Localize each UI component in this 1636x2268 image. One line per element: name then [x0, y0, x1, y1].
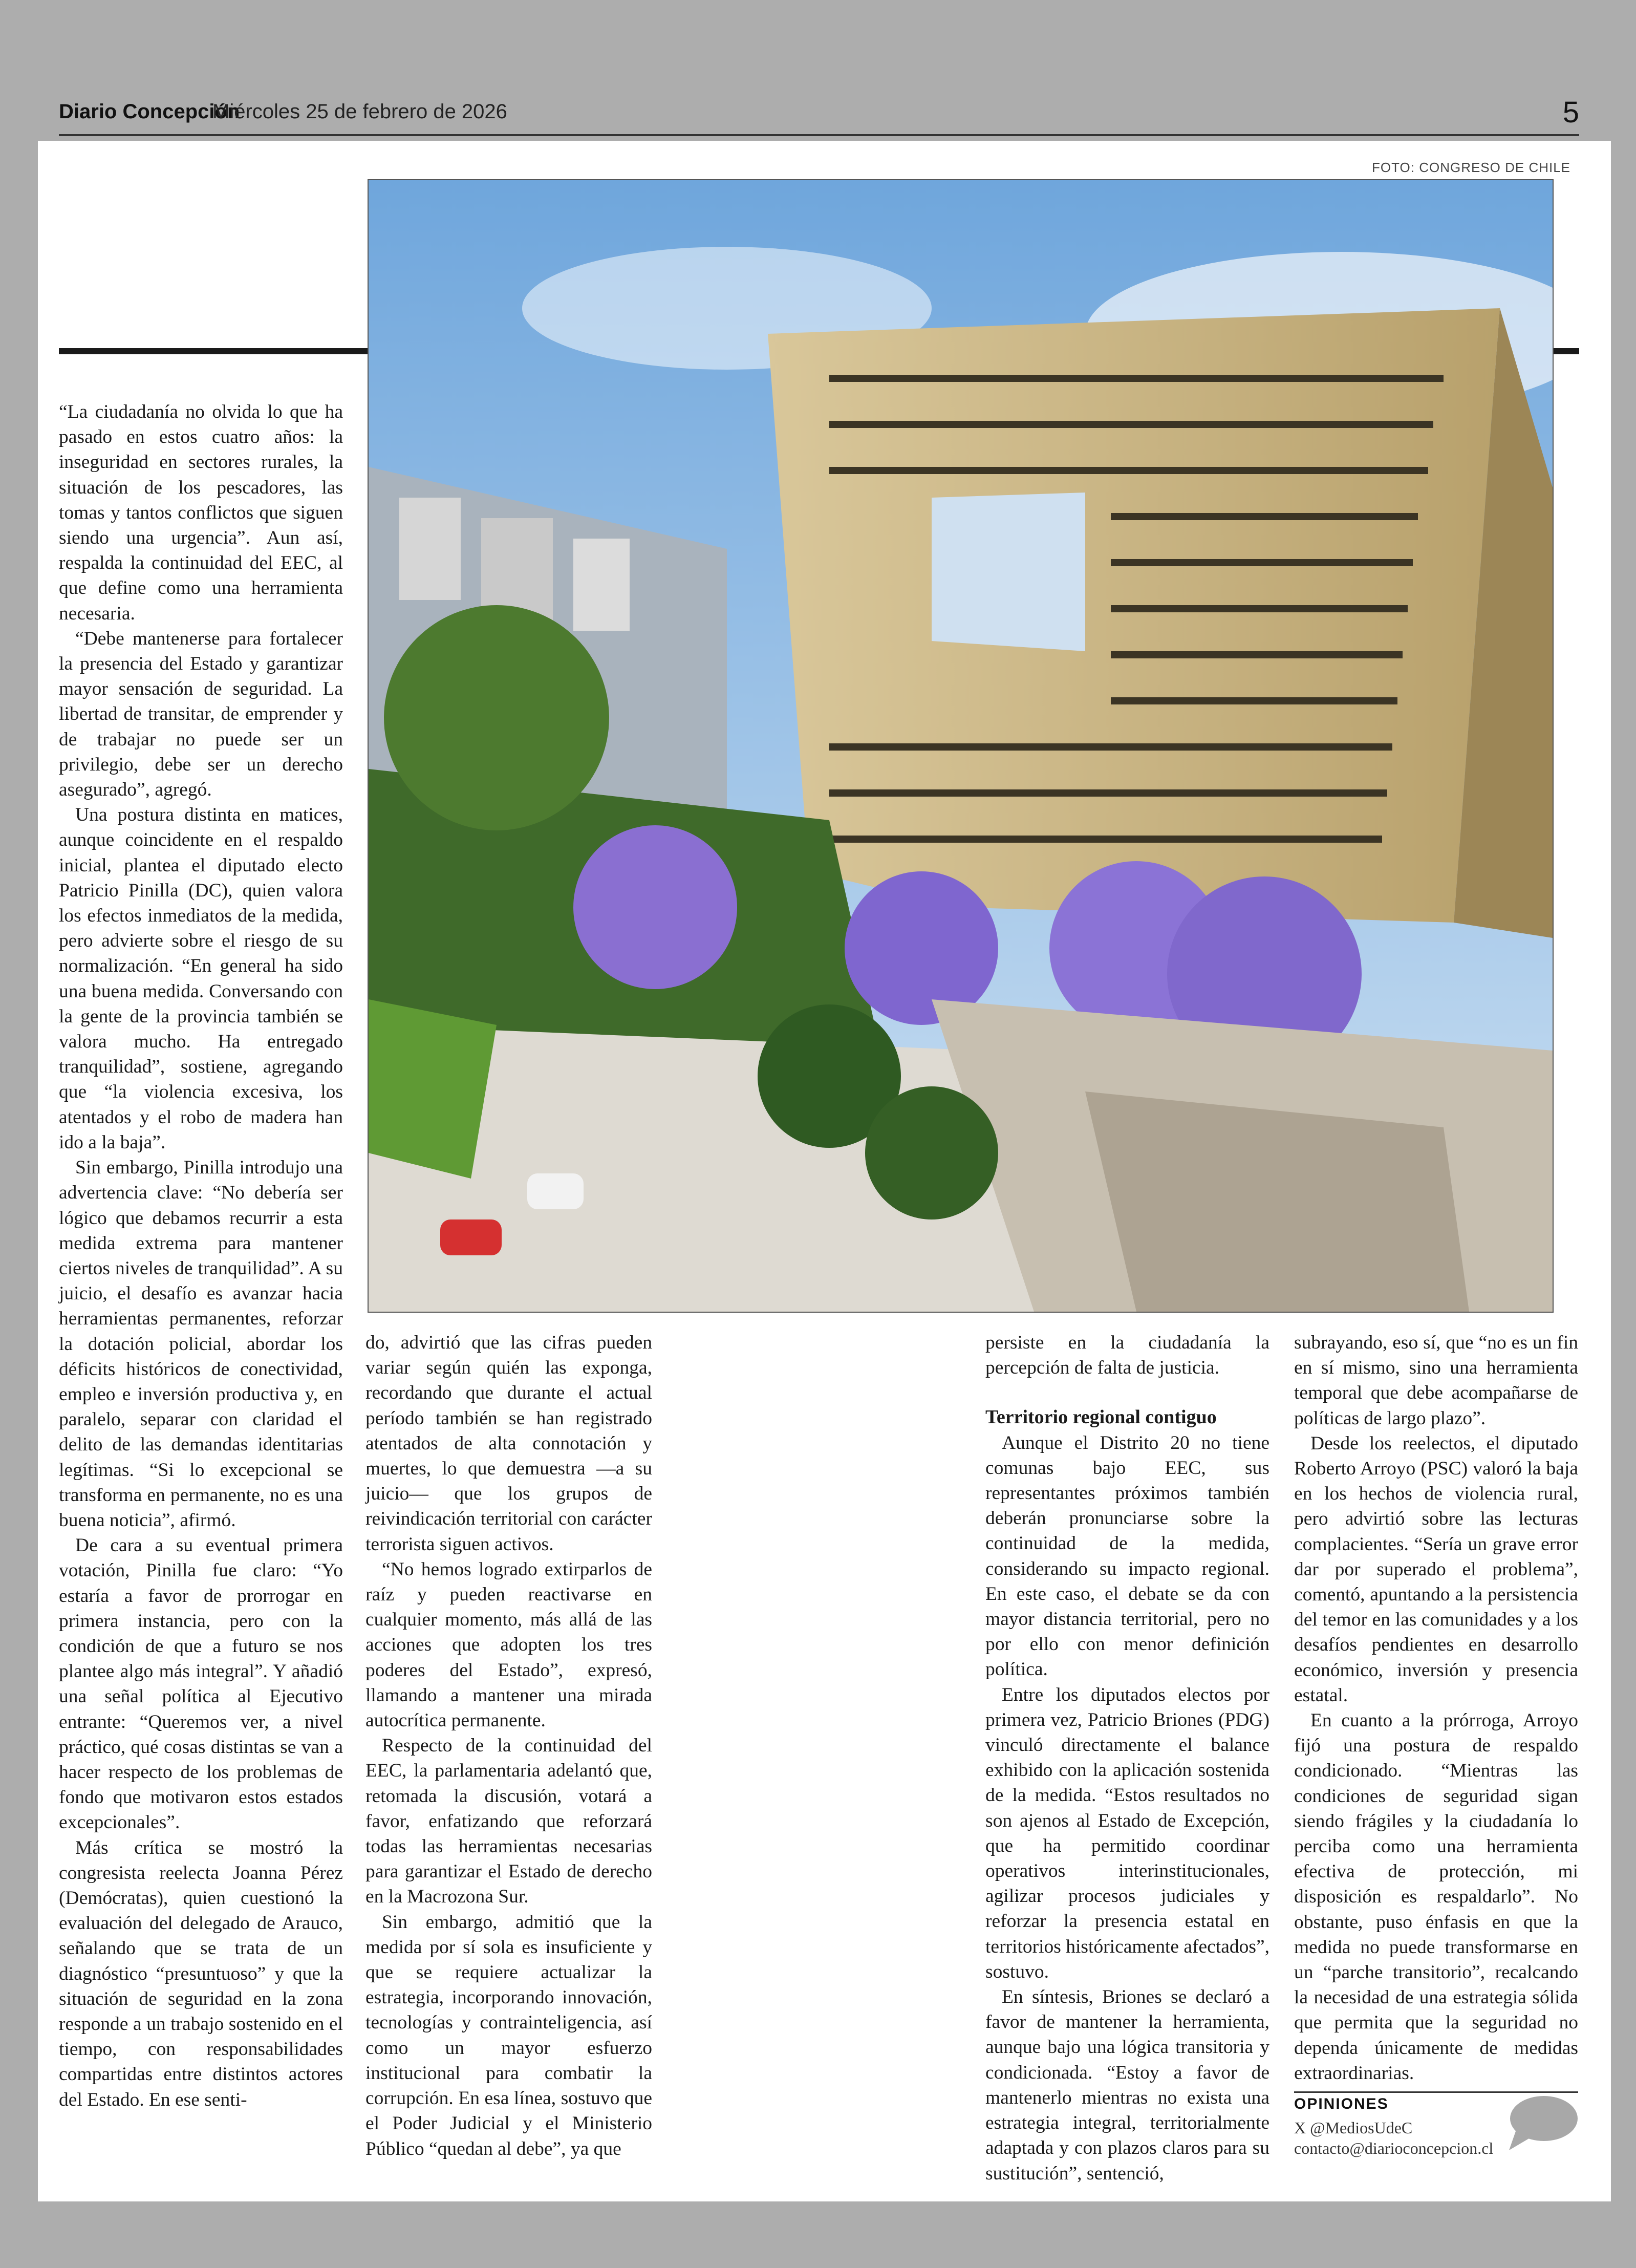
paragraph: Respecto de la continuidad del EEC, la parlamentaria adelantó que, retomada la discusión, votará a favor, enfatizando que reforzará todas las herramientas necesarias para garantizar el Estado de derecho en la Macrozona Sur.: [365, 1735, 652, 1908]
congress-building-photo: [368, 179, 1554, 1313]
paragraph: do, advirtió que las cifras pueden variar según quién las exponga, recordando que durante el actual período también se han registrado atentados de alta connotación y muertes, lo que demuestra —a su juicio— que los grupos de reivindicación territorial con carácter terrorista siguen activos.: [365, 1332, 652, 1555]
paragraph: Sin embargo, admitió que la medida por sí sola es insuficiente y que se requiere actualizar la estrategia, incorporando innovación, tecnologías y contrainteligencia, así como un mayor esfuerzo institucional para combatir la corrupción. En esa línea, sostuvo que el Poder Judicial y el Ministerio Público “quedan al debe”, ya que: [365, 1911, 652, 2159]
paragraph: subrayando, eso sí, que “no es un fin en sí mismo, sino una herramienta temporal que debe acompañarse de políticas de largo plazo”.: [1294, 1332, 1578, 1429]
paragraph: “La ciudadanía no olvida lo que ha pasado en estos cuatro años: la inseguridad en sectores rurales, la situación de los pescadores, las tomas y tantos conflictos que siguen siendo una urgencia”. Aun así, respalda la continuidad del EEC, al que define como una herramienta necesaria.: [59, 401, 343, 624]
paragraph: “No hemos logrado extirparlos de raíz y pueden reactivarse en cualquier momento, más allá de las acciones que adopten los tres poderes del Estado”, expresó, llamando a mantener una mirada autocrítica permanente.: [365, 1558, 652, 1731]
opinions-email-link[interactable]: contacto@diarioconcepcion.cl: [1294, 2139, 1494, 2157]
header-rule: [59, 134, 1579, 136]
speech-bubble-icon: [1505, 2094, 1579, 2155]
page-number: 5: [1562, 96, 1579, 129]
section-band-right: [1553, 348, 1579, 354]
page-header: [59, 96, 1579, 137]
article-column-3: [985, 1330, 1269, 2186]
opinions-rule: [1294, 2091, 1578, 2093]
paragraph: Sin embargo, Pinilla introdujo una advertencia clave: “No debería ser lógico que debamos recurrir a esta medida extrema para mantener ciertos niveles de tranquilidad”. A su juicio, el desafío es avanzar hacia herramientas permanentes, reforzar la dotación policial, abordar los déficits históricos de conectividad, empleo e inversión productiva y, en paralelo, separar con claridad el delito de las demandas identitarias legítimas. “Si lo excepcional se transforma en permanente, no es una buena noticia”, afirmó.: [59, 1157, 343, 1531]
section-subheading: Territorio regional contiguo: [985, 1406, 1217, 1428]
paragraph: En cuanto a la prórroga, Arroyo fijó una postura de respaldo condicionado. “Mientras las condiciones de seguridad sigan siendo frágiles y la ciudadanía lo perciba como una herramienta efectiva de protección, mi disposición es respaldarlo”. No obstante, puso énfasis en que la medida no puede transformarse en un “parche transitorio”, recalcando la necesidad de una estrategia sólida que permita que la seguridad no dependa únicamente de medidas extraordinarias.: [1294, 1710, 1578, 2084]
paragraph: persiste en la ciudadanía la percepción de falta de justicia.: [985, 1332, 1269, 1379]
paragraph: Desde los reelectos, el diputado Roberto Arroyo (PSC) valoró la baja en los hechos de violencia rural, pero advirtió sobre las lecturas complacientes. “Sería un grave error dar por superado el problema”, comentó, apuntando a la persistencia del temor en las comunidades y a los desafíos pendientes en desarrollo económico, inversión y presencia estatal.: [1294, 1432, 1578, 1706]
paragraph: Una postura distinta en matices, aunque coincidente en el respaldo inicial, plantea el diputado electo Patricio Pinilla (DC), quien valora los efectos inmediatos de la medida, pero advierte sobre el riesgo de su normalización. “En general ha sido una buena medida. Conversando con la gente de la provincia también se valora mucho. Ha entregado tranquilidad”, sostiene, agregando que “la violencia excesiva, los atentados y el robo de madera han ido a la baja”.: [59, 804, 343, 1153]
article-column-2: [365, 1330, 652, 2162]
section-band-left: [59, 348, 372, 354]
paragraph: Aunque el Distrito 20 no tiene comunas bajo EEC, sus representantes próximos también deberán pronunciarse sobre la continuidad de la medida, considerando su impacto regional. En este caso, el debate se da con mayor distancia territorial, pero no por ello con menor definición política.: [985, 1432, 1269, 1680]
newspaper-brand: Diario Concepción: [59, 100, 240, 123]
issue-date: Miércoles 25 de febrero de 2026: [212, 100, 507, 123]
opinions-title: OPINIONES: [1294, 2095, 1389, 2112]
paragraph: “Debe mantenerse para fortalecer la presencia del Estado y garantizar mayor sensación de seguridad. La libertad de transitar, de emprender y de trabajar no puede ser un privilegio, debe ser un derecho asegurado”, agregó.: [59, 628, 343, 801]
opinions-social-handle[interactable]: X @MediosUdeC: [1294, 2119, 1413, 2137]
paragraph: De cara a su eventual primera votación, Pinilla fue claro: “Yo estaría a favor de prorrogar en primera instancia, pero con la condición de que a futuro se nos plantee algo más integral”. Y añadió una señal política al Ejecutivo entrante: “Queremos ver, a nivel práctico, qué cosas distintas se van a hacer respecto de los problemas de fondo que motivaron estos estados excepcionales”.: [59, 1535, 343, 1833]
paragraph: Más crítica se mostró la congresista reelecta Joanna Pérez (Demócratas), quien cuestionó la evaluación del delegado de Arauco, señalando que se trata de un diagnóstico “presuntuoso” y que la situación de seguridad en la zona responde a un trabajo sostenido en el tiempo, con responsabilidades compartidas entre distintos actores del Estado. En ese senti-: [59, 1837, 343, 2110]
photo-credit: FOTO: CONGRESO DE CHILE: [1372, 160, 1571, 175]
paragraph: Entre los diputados electos por primera vez, Patricio Briones (PDG) vinculó directamente el balance exhibido con la aplicación sostenida de la medida. “Estos resultados no son ajenos al Estado de Excepción, que ha permitido coordinar operativos interinstitucionales, agilizar procesos judiciales y reforzar la presencia estatal en territorios históricamente afectados”, sostuvo.: [985, 1684, 1269, 1982]
article-column-1: [59, 399, 343, 2112]
article-column-4: [1294, 1330, 1578, 2086]
paragraph: En síntesis, Briones se declaró a favor de mantener la herramienta, aunque bajo una lógica transitoria y condicionada. “Estoy a favor de mantenerlo mientras no exista una estrategia integral, territorialmente adaptada y con plazos claros para su sustitución”, sentenció,: [985, 1986, 1269, 2184]
